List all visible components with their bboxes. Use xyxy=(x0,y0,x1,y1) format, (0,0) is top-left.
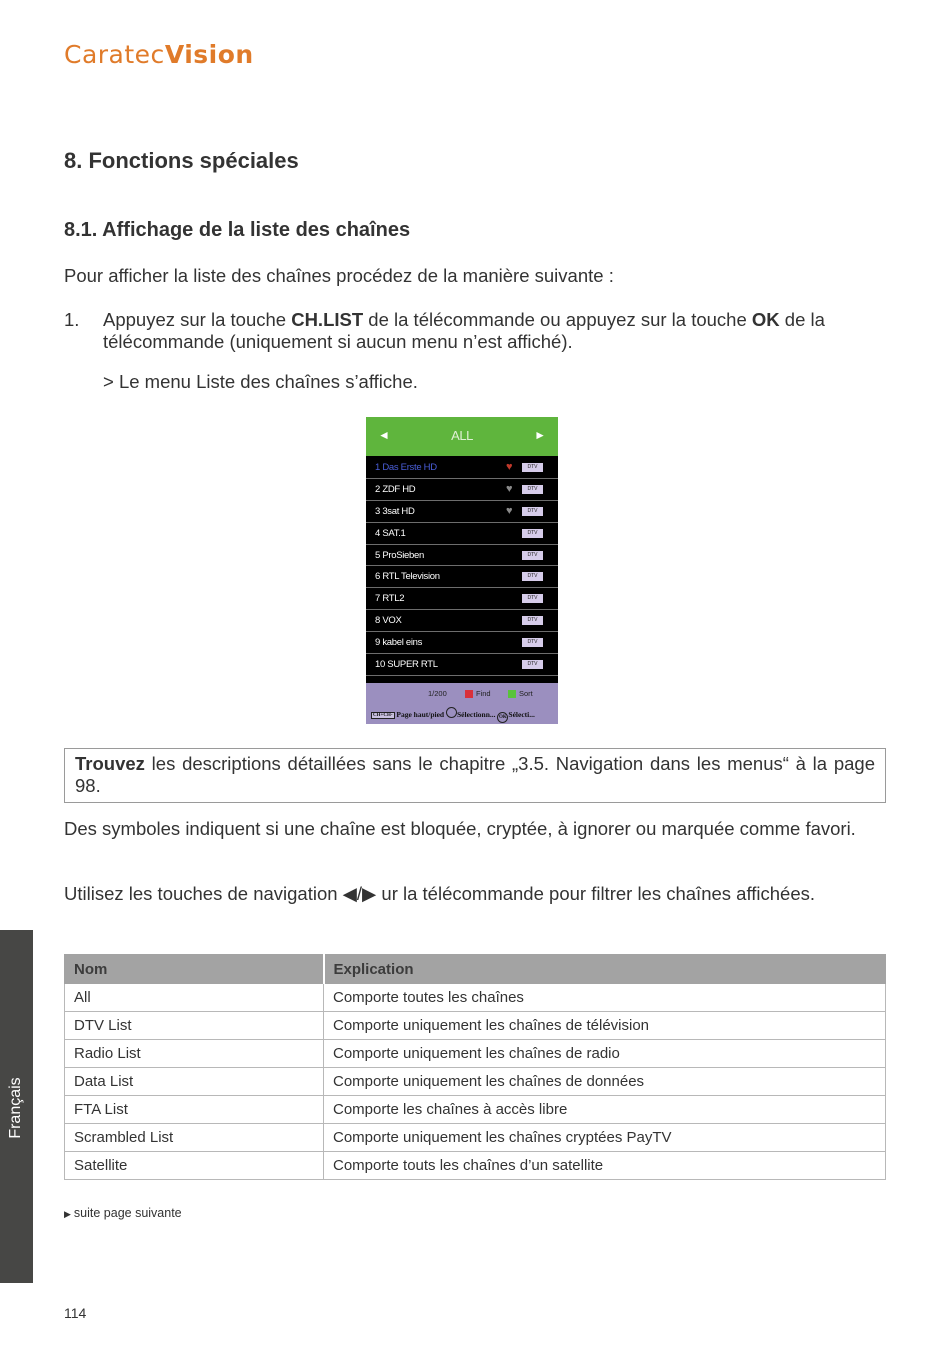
note-text: les descriptions détaillées sans le chapitre „3.5. Navigation dans les menus“ à la page 98. xyxy=(75,753,875,796)
channel-list-screenshot xyxy=(366,417,558,724)
symbols-paragraph: Des symboles indiquent si une chaîne est bloquée, cryptée, à ignorer ou marquée comme favori. xyxy=(64,818,856,839)
key-ok: OK xyxy=(751,309,780,330)
column-header-name: Nom xyxy=(65,955,324,984)
list-explanation-cell: Comporte touts les chaînes d’un satellite xyxy=(324,1152,886,1180)
channel-row[interactable] xyxy=(366,545,558,567)
channel-type-badge: DTV xyxy=(522,463,543,472)
green-key-icon xyxy=(508,690,516,698)
list-explanation-cell: Comporte uniquement les chaînes de radio xyxy=(324,1040,886,1068)
channel-row[interactable] xyxy=(366,457,558,479)
favorite-heart-icon: ♥ xyxy=(506,461,513,473)
continue-text: suite page suivante xyxy=(73,1206,182,1220)
page-action-label: Page haut/pied xyxy=(396,710,445,719)
channel-row[interactable] xyxy=(366,632,558,654)
screen-footer xyxy=(366,683,558,724)
channel-list xyxy=(366,457,558,676)
channel-count: 1/200 xyxy=(428,689,447,698)
language-side-tab xyxy=(0,930,33,1283)
channel-type-badge: DTV xyxy=(522,551,543,560)
left-arrow-icon: ◄ xyxy=(378,428,390,442)
brand-name-part2: Vision xyxy=(164,40,254,69)
table-row xyxy=(65,1124,886,1152)
ok-key-icon: OK xyxy=(497,712,508,723)
language-label: Français xyxy=(7,1077,24,1139)
note-bold: Trouvez xyxy=(75,753,145,774)
channel-type-badge: DTV xyxy=(522,507,543,516)
table-row xyxy=(65,1040,886,1068)
list-explanation-cell: Comporte toutes les chaînes xyxy=(324,984,886,1012)
screen-header xyxy=(366,417,558,456)
continue-note xyxy=(64,1206,182,1220)
brand-name-part1: Caratec xyxy=(64,40,165,69)
channel-type-badge: DTV xyxy=(522,638,543,647)
screen-footer-actions xyxy=(371,707,557,719)
navigation-paragraph: Utilisez les touches de navigation ◀/▶ ur la télécommande pour filtrer les chaînes affichées. xyxy=(64,883,816,904)
channel-type-badge: DTV xyxy=(522,616,543,625)
screen-header-label: ALL xyxy=(451,428,473,443)
channel-row[interactable] xyxy=(366,610,558,632)
list-name-cell: Scrambled List xyxy=(65,1124,324,1152)
favorite-heart-icon: ♥ xyxy=(506,482,513,495)
section-title: 8. Fonctions spéciales xyxy=(64,148,299,173)
page-number: 114 xyxy=(64,1305,87,1321)
channel-type-badge: DTV xyxy=(522,594,543,603)
favorite-heart-icon: ♥ xyxy=(506,504,513,517)
list-name-cell: Satellite xyxy=(65,1152,324,1180)
list-name-cell: Data List xyxy=(65,1068,324,1096)
table-row xyxy=(65,1068,886,1096)
channel-name: 10 SUPER RTL xyxy=(375,659,438,671)
list-explanation-cell: Comporte uniquement les chaînes de télévision xyxy=(324,1012,886,1040)
list-name-cell: All xyxy=(65,984,324,1012)
list-types-table xyxy=(64,954,886,1180)
ch-key-icon: CH+CH- xyxy=(373,713,393,718)
channel-type-badge: DTV xyxy=(522,660,543,669)
channel-type-badge: DTV xyxy=(522,529,543,538)
list-name-cell: Radio List xyxy=(65,1040,324,1068)
brand-logo xyxy=(64,40,254,69)
right-arrow-icon: ► xyxy=(534,428,546,442)
sort-label: Sort xyxy=(519,689,533,698)
column-header-explanation: Explication xyxy=(324,955,886,984)
intro-paragraph: Pour afficher la liste des chaînes procédez de la manière suivante : xyxy=(64,265,614,286)
nav-ring-icon xyxy=(446,707,457,718)
channel-row[interactable] xyxy=(366,566,558,588)
channel-row[interactable] xyxy=(366,523,558,545)
subsection-title: 8.1. Affichage de la liste des chaînes xyxy=(64,219,411,241)
info-note-box xyxy=(64,748,886,803)
channel-type-badge: DTV xyxy=(522,485,543,494)
channel-name: 5 ProSieben xyxy=(375,549,424,561)
select-action-label: Sélectionn... xyxy=(456,710,496,719)
red-key-icon xyxy=(465,690,473,698)
channel-name: 8 VOX xyxy=(375,615,402,627)
step-result: > Le menu Liste des chaînes s’affiche. xyxy=(103,371,418,392)
list-explanation-cell: Comporte les chaînes à accès libre xyxy=(324,1096,886,1124)
channel-name: 3 3sat HD xyxy=(375,505,415,517)
play-triangle-icon: ▶ xyxy=(64,1209,71,1219)
step-text-b: de la télécommande ou appuyez sur la touche xyxy=(363,309,752,330)
list-explanation-cell: Comporte uniquement les chaînes cryptées PayTV xyxy=(324,1124,886,1152)
key-chlist: CH.LIST xyxy=(291,309,364,330)
step-text-c: de la télécommande (uniquement si aucun menu n’est affiché). xyxy=(103,309,825,352)
table-row xyxy=(65,984,886,1012)
find-label: Find xyxy=(476,689,491,698)
channel-name: 9 kabel eins xyxy=(375,637,423,649)
confirm-action-label: Sélecti... xyxy=(508,710,535,719)
step-text-a: Appuyez sur la touche xyxy=(103,309,292,330)
channel-name: 2 ZDF HD xyxy=(375,483,416,495)
table-row xyxy=(65,1096,886,1124)
table-row xyxy=(65,1152,886,1180)
table-row xyxy=(65,1012,886,1040)
channel-row[interactable] xyxy=(366,654,558,676)
list-name-cell: DTV List xyxy=(65,1012,324,1040)
table-header-row xyxy=(65,955,886,984)
channel-type-badge: DTV xyxy=(522,572,543,581)
channel-name: 4 SAT.1 xyxy=(375,527,406,539)
channel-row[interactable] xyxy=(366,588,558,610)
channel-name: 7 RTL2 xyxy=(375,593,405,605)
step-number: 1. xyxy=(64,309,80,330)
list-explanation-cell: Comporte uniquement les chaînes de données xyxy=(324,1068,886,1096)
channel-name: 1 Das Erste HD xyxy=(375,462,437,473)
step-text xyxy=(103,309,886,353)
channel-name: 6 RTL Television xyxy=(375,571,440,583)
channel-row[interactable] xyxy=(366,501,558,523)
list-name-cell: FTA List xyxy=(65,1096,324,1124)
channel-row[interactable] xyxy=(366,479,558,501)
